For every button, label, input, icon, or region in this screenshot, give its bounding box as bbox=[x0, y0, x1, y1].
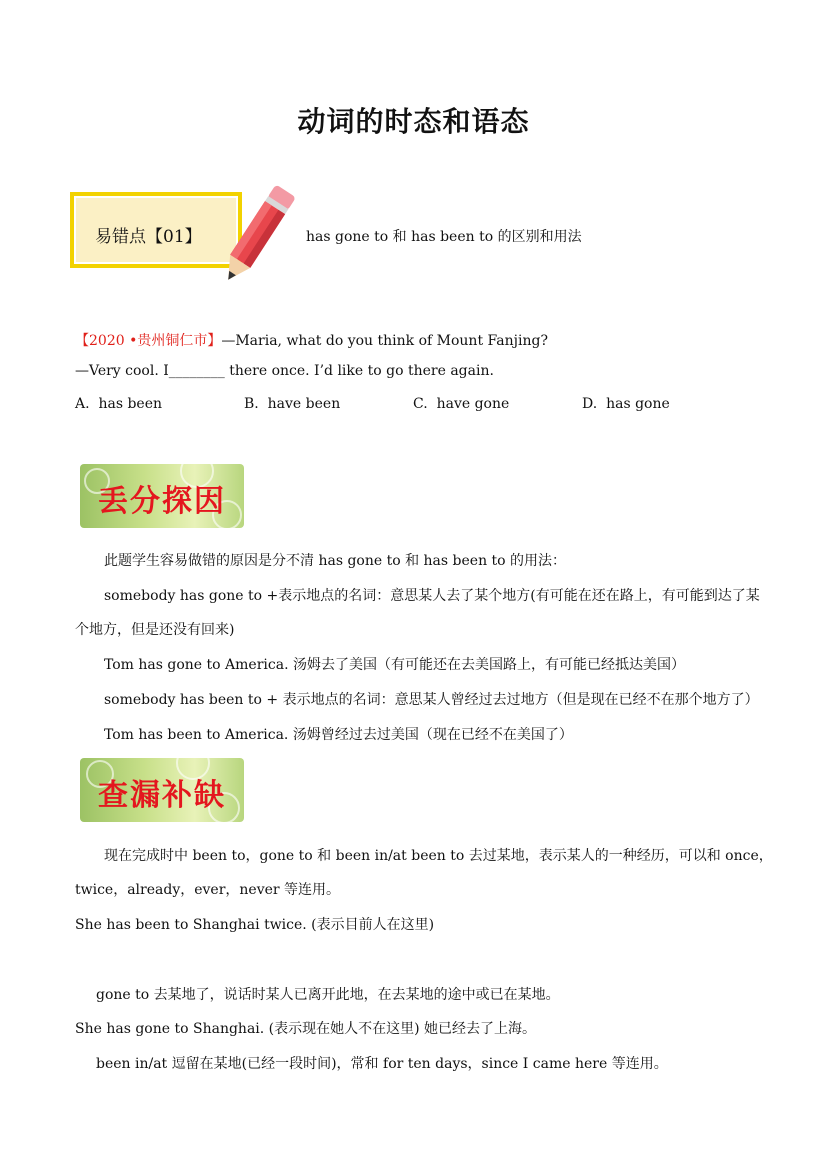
lost-points-badge-text: 丢分探因 bbox=[98, 484, 226, 519]
analysis-p2a: somebody has gone to +表示地点的名词：意思某人去了某个地方(有可能在还在路上，有可能到达了某 bbox=[104, 588, 760, 604]
page-title: 动词的时态和语态 bbox=[297, 105, 530, 138]
analysis-p1: 此题学生容易做错的原因是分不清 has gone to 和 has been to 的用法： bbox=[104, 553, 567, 569]
option-c[interactable]: C. have gone bbox=[413, 396, 510, 412]
question-stem-2: —Very cool. I________ there once. I’d like to go there again. bbox=[75, 363, 494, 379]
option-b[interactable]: B. have been bbox=[244, 396, 341, 412]
question-stem-1 bbox=[75, 330, 548, 350]
fill-gaps-badge-text: 查漏补缺 bbox=[98, 778, 226, 813]
supplement-p3: gone to 去某地了，说话时某人已离开此地，在去某地的途中或已在某地。 bbox=[96, 987, 560, 1003]
error-point-topic: has gone to 和 has been to 的区别和用法 bbox=[306, 229, 582, 245]
question-text: —Maria, what do you think of Mount Fanjing? bbox=[221, 333, 548, 349]
fill-gaps-badge bbox=[80, 758, 244, 822]
supplement-p5: been in/at 逗留在某地(已经一段时间)，常和 for ten days，since I came here 等连用。 bbox=[96, 1056, 668, 1072]
analysis-p4: somebody has been to + 表示地点的名词：意思某人曾经过去过地方（但是现在已经不在那个地方了） bbox=[104, 692, 759, 708]
supplement-p2: She has been to Shanghai twice. (表示目前人在这里) bbox=[75, 917, 435, 933]
supplement-p1b: twice，already，ever，never 等连用。 bbox=[75, 882, 341, 898]
option-d[interactable]: D. has gone bbox=[582, 396, 670, 412]
analysis-p3: Tom has gone to America. 汤姆去了美国（有可能还在去美国路上，有可能已经抵达美国） bbox=[104, 657, 685, 673]
pencil-icon bbox=[214, 178, 298, 296]
supplement-p4: She has gone to Shanghai. (表示现在她人不在这里) 她已经去了上海。 bbox=[75, 1021, 537, 1037]
lost-points-badge bbox=[80, 464, 244, 528]
option-a[interactable]: A. has been bbox=[75, 396, 163, 412]
analysis-p5: Tom has been to America. 汤姆曾经过去过美国（现在已经不在美国了） bbox=[104, 727, 573, 743]
supplement-p1a: 现在完成时中 been to，gone to 和 been in/at been to 去过某地，表示某人的一种经历，可以和 once， bbox=[104, 848, 773, 864]
question-source: 【2020 •贵州铜仁市】 bbox=[75, 333, 222, 349]
analysis-p2b: 个地方，但是还没有回来) bbox=[75, 622, 235, 638]
error-point-label: 易错点【01】 bbox=[95, 227, 202, 247]
